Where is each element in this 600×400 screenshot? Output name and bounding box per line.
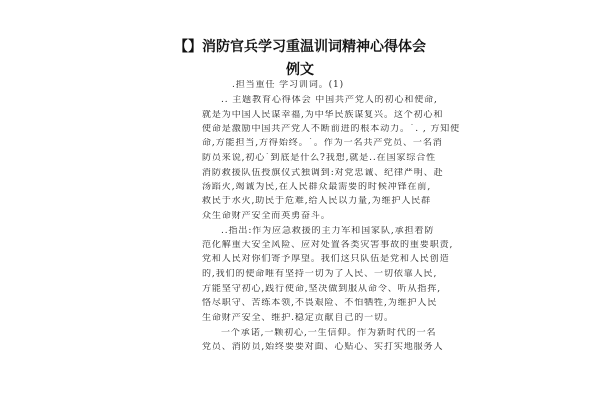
- document-title-line-1: 【】消防官兵学习重温训词精神心得体会: [174, 39, 426, 55]
- body-line: 范化解重大安全风险、应对处置各类灾害事故的重要职责,: [202, 240, 454, 250]
- body-line: 命,方能担当,方得始终。`。作为一名共产党员、一名消: [202, 138, 443, 148]
- body-line: 党和人民对你们寄予厚望。我们这只队伍是党和人民创造: [202, 254, 450, 264]
- body-line: 消防救援队伍授旗仪式独调到:对党忠诚、纪律严明、赴: [202, 168, 444, 178]
- body-line: .担当重任 学习训词。(1): [232, 80, 345, 90]
- body-line: 就是为中国人民谋幸福,为中华民族谋复兴。这个初心和: [202, 110, 444, 120]
- body-line: 恪尽职守、苦练本领,不畏艰险、不怕牺牲,为维护人民: [202, 298, 438, 308]
- body-line: 救民于水火,助民于危难,给人民以力量,为维护人民群: [202, 196, 432, 206]
- body-line: ..指出:作为应急救援的主力军和国家队,承担着防: [221, 226, 435, 236]
- body-line: 方能坚守初心,践行使命,坚决做到服从命令、听从指挥,: [202, 284, 441, 294]
- body-line: 的,我们的使命唯有坚持一切为了人民、一切依靠人民,: [202, 269, 438, 279]
- body-line: 生命财产安全、维护.稳定贡献自己的一切。: [202, 313, 394, 323]
- body-line: 防员来说,初心`到底是什么?我想,就是..在国家综合性: [202, 153, 437, 163]
- body-line: 一个承诺,一颗初心,一生信仰。作为新时代的一名: [221, 328, 437, 338]
- body-line: 汤蹈火,竭诚为民,在人民群众最需要的时候冲锋在前,: [202, 182, 432, 192]
- body-line: .. 主题教育心得体会 中国共产党人的初心和使命,: [221, 95, 438, 105]
- body-line: 使命是激励中国共产党人不断前进的根本动力。`. , 方知使: [202, 124, 461, 134]
- document-title-line-2: 例文: [286, 62, 314, 78]
- body-line: 众生命财产安全而英勇奋斗。: [202, 211, 331, 221]
- body-line: 党员、消防员,始终要要对面、心贴心、实打实地服务人: [202, 342, 444, 352]
